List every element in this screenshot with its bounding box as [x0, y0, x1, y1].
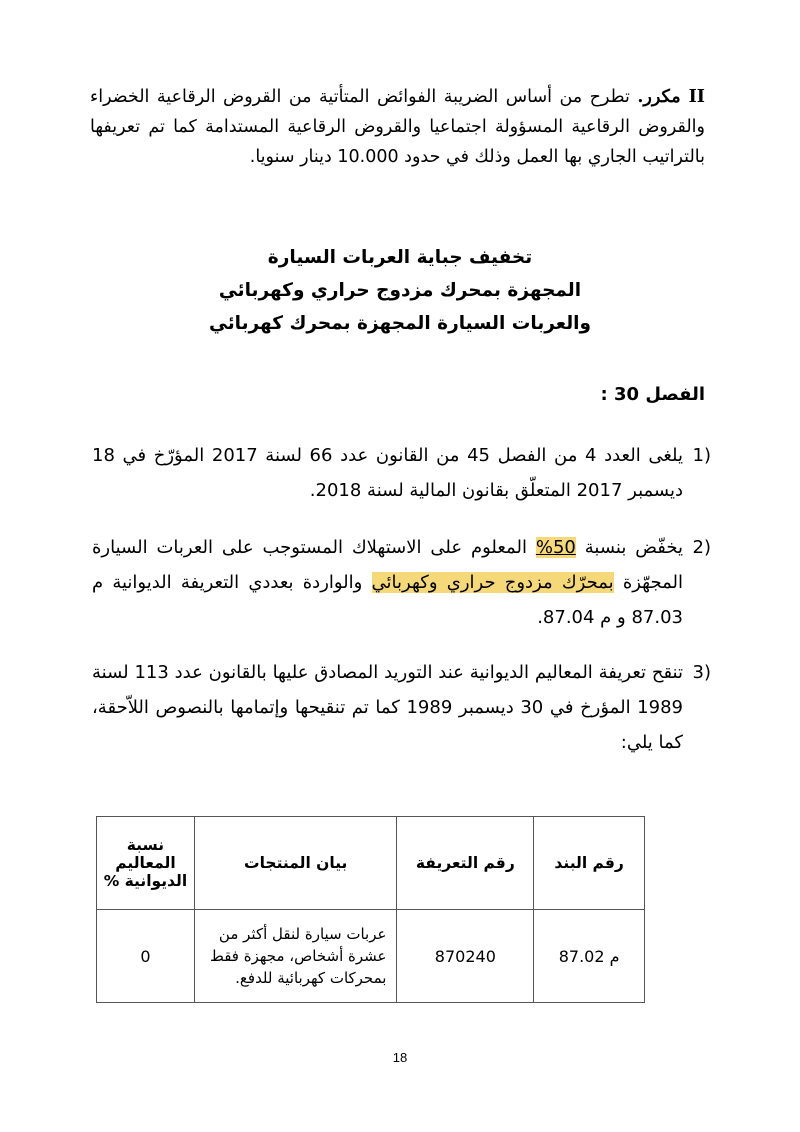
header-item-number: رقم البند — [534, 817, 645, 910]
cell-item-number: م 87.02 — [534, 910, 645, 1003]
intro-text: تطرح من أساس الضريبة الفوائض المتأتية من القروض الرقاعية الخضراء والقروض الرقاعية المسؤولة اجتماعيا والقروض الرقاعية المستدامة كما تم تعريفها بالتراتيب الجاري بها العمل وذلك في حدود 10.000 دينار سنويا. — [90, 87, 705, 167]
cell-product-description: عربات سيارة لنقل أكثر من عشرة أشخاص، مجهزة فقط بمحركات كهربائية للدفع. — [194, 910, 397, 1003]
item-number: 2) — [692, 537, 711, 558]
item-text: تنقح تعريفة المعاليم الديوانية عند التوريد المصادق عليها بالقانون عدد 113 لسنة 1989 المؤرخ في 30 ديسمبر 1989 كما تم تنقيحها وإتمامها بالنصوص اللاّحقة، كما يلي: — [92, 662, 683, 753]
page-number: 18 — [392, 1050, 408, 1065]
item-text-part: المعلوم على الاستهلاك المستوجب على العربات السيارة المجهّزة — [92, 537, 683, 593]
item-text — [92, 530, 683, 635]
cell-tariff-number: 870240 — [397, 910, 534, 1003]
item-number: 1) — [692, 445, 711, 466]
item-text: يلغى العدد 4 من الفصل 45 من القانون عدد 66 لسنة 2017 المؤرّخ في 18 ديسمبر 2017 المتعلّق بقانون المالية لسنة 2018. — [92, 445, 683, 501]
heading-line-1: تخفيف جباية العربات السيارة — [267, 247, 533, 268]
highlighted-phrase: بمحرّك مزدوج حراري وكهربائي — [371, 572, 614, 593]
tariff-table — [96, 816, 645, 1003]
section-title: الفصل 30 : — [600, 384, 705, 405]
intro-lead: II مكرر. — [637, 87, 705, 107]
header-tariff-number: رقم التعريفة — [397, 817, 534, 910]
table-header-row — [97, 817, 645, 910]
item-number: 3) — [692, 662, 711, 683]
list-item-1 — [92, 438, 709, 508]
item-text-part: والواردة بعددي التعريفة الديوانية م 87.03 و م 87.04. — [92, 572, 683, 628]
intro-paragraph — [90, 82, 705, 172]
list-item-3 — [92, 655, 709, 760]
header-duty-rate: نسبة المعاليم الديوانية % — [97, 817, 195, 910]
table-row — [97, 910, 645, 1003]
item-text-part: يخفّض بنسبة — [575, 537, 683, 558]
heading-line-2: المجهزة بمحرك مزدوج حراري وكهربائي — [218, 280, 582, 301]
list-item-2 — [92, 530, 709, 635]
highlighted-percentage: 50% — [535, 537, 576, 558]
cell-duty-rate: 0 — [97, 910, 195, 1003]
header-product-description: بيان المنتجات — [194, 817, 397, 910]
heading-line-3: والعربات السيارة المجهزة بمحرك كهربائي — [208, 313, 591, 334]
